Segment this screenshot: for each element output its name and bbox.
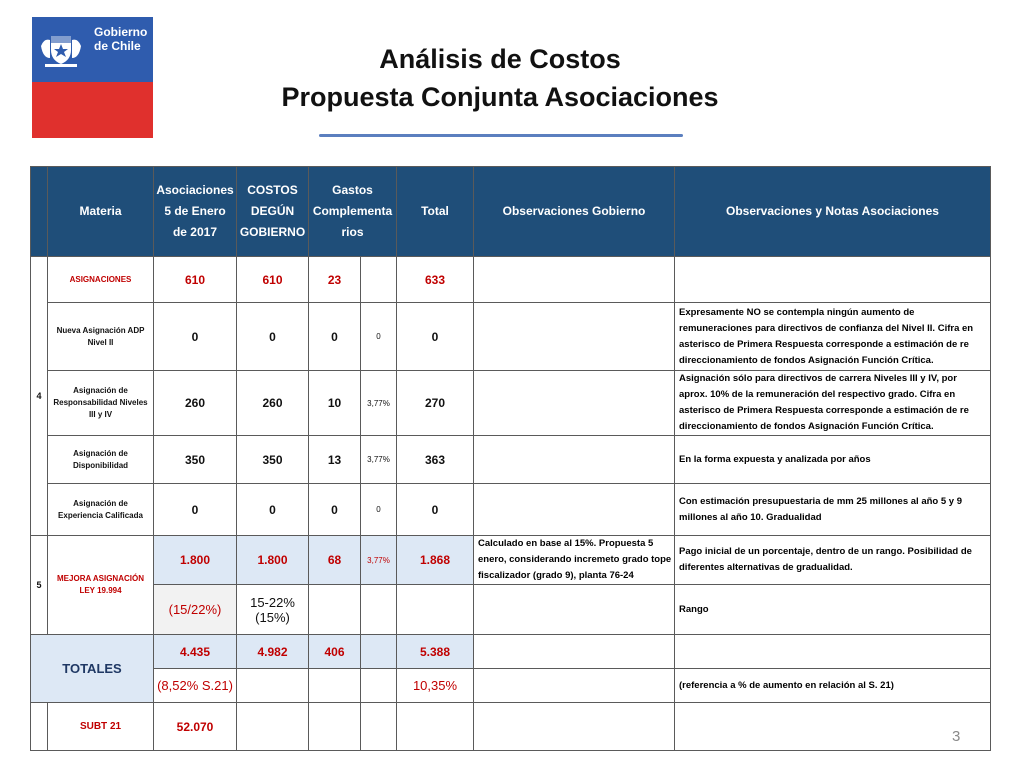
totales-label: TOTALES <box>31 635 154 703</box>
costos-cell: 1.800 <box>237 536 309 585</box>
asoc-cell: 350 <box>154 436 237 484</box>
gastos-cell: 0 <box>309 303 361 371</box>
materia-cell: Asignación de Disponibilidad <box>48 436 154 484</box>
empty-cell <box>361 635 397 669</box>
costos-cell: 610 <box>237 257 309 303</box>
total-cell: 633 <box>397 257 474 303</box>
empty-cell <box>675 703 991 751</box>
pct-cell <box>361 257 397 303</box>
title-underline <box>319 134 683 137</box>
total-cell: 1.868 <box>397 536 474 585</box>
empty-cell <box>361 669 397 703</box>
total-asoc-cell: 4.435 <box>154 635 237 669</box>
subt-label: SUBT 21 <box>48 703 154 751</box>
obs-gob-cell <box>474 303 675 371</box>
empty-cell <box>361 585 397 635</box>
obs-asoc-cell: Asignación sólo para directivos de carrera Niveles III y IV, por aprox. 10% de la remuneración del respectivo grado. Cifra en asterisco de Primera Respuesta corresponde a estimación de re direccionamiento de fondos Asignación Función Crítica. <box>675 371 991 436</box>
gastos-cell: 0 <box>309 484 361 536</box>
obs-asoc-cell: Rango <box>675 585 991 635</box>
empty-cell <box>474 669 675 703</box>
total-cell: 0 <box>397 484 474 536</box>
total-cell: 363 <box>397 436 474 484</box>
header-costos: COSTOS DEGÚN GOBIERNO <box>237 167 309 257</box>
table-row <box>31 484 991 536</box>
obs-gob-cell <box>474 371 675 436</box>
coat-of-arms-icon <box>37 32 85 70</box>
total-costos-cell: 4.982 <box>237 635 309 669</box>
costos-cell: 0 <box>237 303 309 371</box>
empty-cell <box>397 585 474 635</box>
header-materia: Materia <box>48 167 154 257</box>
total-pct-asoc: (8,52% S.21) <box>154 669 237 703</box>
title-line1: Análisis de Costos <box>379 44 621 74</box>
table-row <box>31 436 991 484</box>
gobierno-de-chile-logo <box>32 17 153 138</box>
total-cell: 0 <box>397 303 474 371</box>
subt-asoc-cell: 52.070 <box>154 703 237 751</box>
gastos-cell: 10 <box>309 371 361 436</box>
empty-cell <box>309 703 361 751</box>
obs-asoc-cell: (referencia a % de aumento en relación al S. 21) <box>675 669 991 703</box>
table-header-row <box>31 167 991 257</box>
header-obs-gobierno: Observaciones Gobierno <box>474 167 675 257</box>
table-row <box>31 371 991 436</box>
asoc-range-cell: (15/22%) <box>154 585 237 635</box>
obs-gob-cell: Calculado en base al 15%. Propuesta 5 enero, considerando incremeto grado tope fiscalizador (grado 9), planta 76-24 <box>474 536 675 585</box>
asoc-cell: 0 <box>154 484 237 536</box>
empty-cell <box>309 669 361 703</box>
costos-range-cell: 15-22% (15%) <box>237 585 309 635</box>
title-line2: Propuesta Conjunta Asociaciones <box>281 82 719 112</box>
header-total: Total <box>397 167 474 257</box>
pct-cell: 0 <box>361 484 397 536</box>
subt-row <box>31 703 991 751</box>
obs-gob-cell <box>474 436 675 484</box>
gastos-cell: 13 <box>309 436 361 484</box>
costos-cell: 0 <box>237 484 309 536</box>
total-total-cell: 5.388 <box>397 635 474 669</box>
materia-cell: ASIGNACIONES <box>48 257 154 303</box>
table-row <box>31 257 991 303</box>
asoc-cell: 610 <box>154 257 237 303</box>
total-cell: 270 <box>397 371 474 436</box>
obs-asoc-cell: Expresamente NO se contempla ningún aumento de remuneraciones para directivos de confianza del Nivel II. Cifra en asterisco de Primera Respuesta corresponde a estimación de re direccionamiento de fondos Asignación Función Crítica. <box>675 303 991 371</box>
totales-pct-row <box>31 669 991 703</box>
asoc-cell: 0 <box>154 303 237 371</box>
materia-cell: Nueva Asignación ADP Nivel II <box>48 303 154 371</box>
empty-cell <box>237 703 309 751</box>
gastos-cell: 68 <box>309 536 361 585</box>
header-gastos: Gastos Complementa rios <box>309 167 397 257</box>
cost-analysis-table <box>30 166 991 751</box>
table-row <box>31 303 991 371</box>
header-obs-asociaciones: Observaciones y Notas Asociaciones <box>675 167 991 257</box>
gastos-cell: 23 <box>309 257 361 303</box>
page-number: 3 <box>952 728 961 745</box>
totales-row <box>31 635 991 669</box>
pct-cell: 3,77% <box>361 371 397 436</box>
obs-asoc-cell: En la forma expuesta y analizada por años <box>675 436 991 484</box>
materia-cell: Asignación de Experiencia Calificada <box>48 484 154 536</box>
empty-cell <box>397 703 474 751</box>
obs-asoc-cell: Con estimación presupuestaria de mm 25 millones al año 5 y 9 millones al año 10. Gradualidad <box>675 484 991 536</box>
page-title <box>200 40 800 116</box>
obs-asoc-cell <box>675 257 991 303</box>
empty-cell <box>309 585 361 635</box>
group-number: 5 <box>31 536 48 635</box>
costos-cell: 350 <box>237 436 309 484</box>
empty-cell <box>31 703 48 751</box>
obs-asoc-cell: Pago inicial de un porcentaje, dentro de un rango. Posibilidad de diferentes alternativas de gradualidad. <box>675 536 991 585</box>
empty-cell <box>237 669 309 703</box>
pct-cell: 3,77% <box>361 436 397 484</box>
materia-cell: MEJORA ASIGNACIÓN LEY 19.994 <box>48 536 154 635</box>
table-row <box>31 536 991 585</box>
empty-cell <box>474 635 675 669</box>
asoc-cell: 1.800 <box>154 536 237 585</box>
logo-line2: de Chile <box>94 39 141 53</box>
total-gastos-cell: 406 <box>309 635 361 669</box>
total-pct-total: 10,35% <box>397 669 474 703</box>
asoc-cell: 260 <box>154 371 237 436</box>
materia-cell: Asignación de Responsabilidad Niveles III y IV <box>48 371 154 436</box>
header-asociaciones: Asociaciones 5 de Enero de 2017 <box>154 167 237 257</box>
table-row <box>31 585 991 635</box>
empty-cell <box>474 585 675 635</box>
group-number: 4 <box>31 257 48 536</box>
pct-cell: 0 <box>361 303 397 371</box>
logo-line1: Gobierno <box>94 25 148 39</box>
pct-cell: 3,77% <box>361 536 397 585</box>
empty-cell <box>361 703 397 751</box>
obs-gob-cell <box>474 484 675 536</box>
header-blank <box>31 167 48 257</box>
empty-cell <box>675 635 991 669</box>
obs-gob-cell <box>474 257 675 303</box>
costos-cell: 260 <box>237 371 309 436</box>
empty-cell <box>474 703 675 751</box>
